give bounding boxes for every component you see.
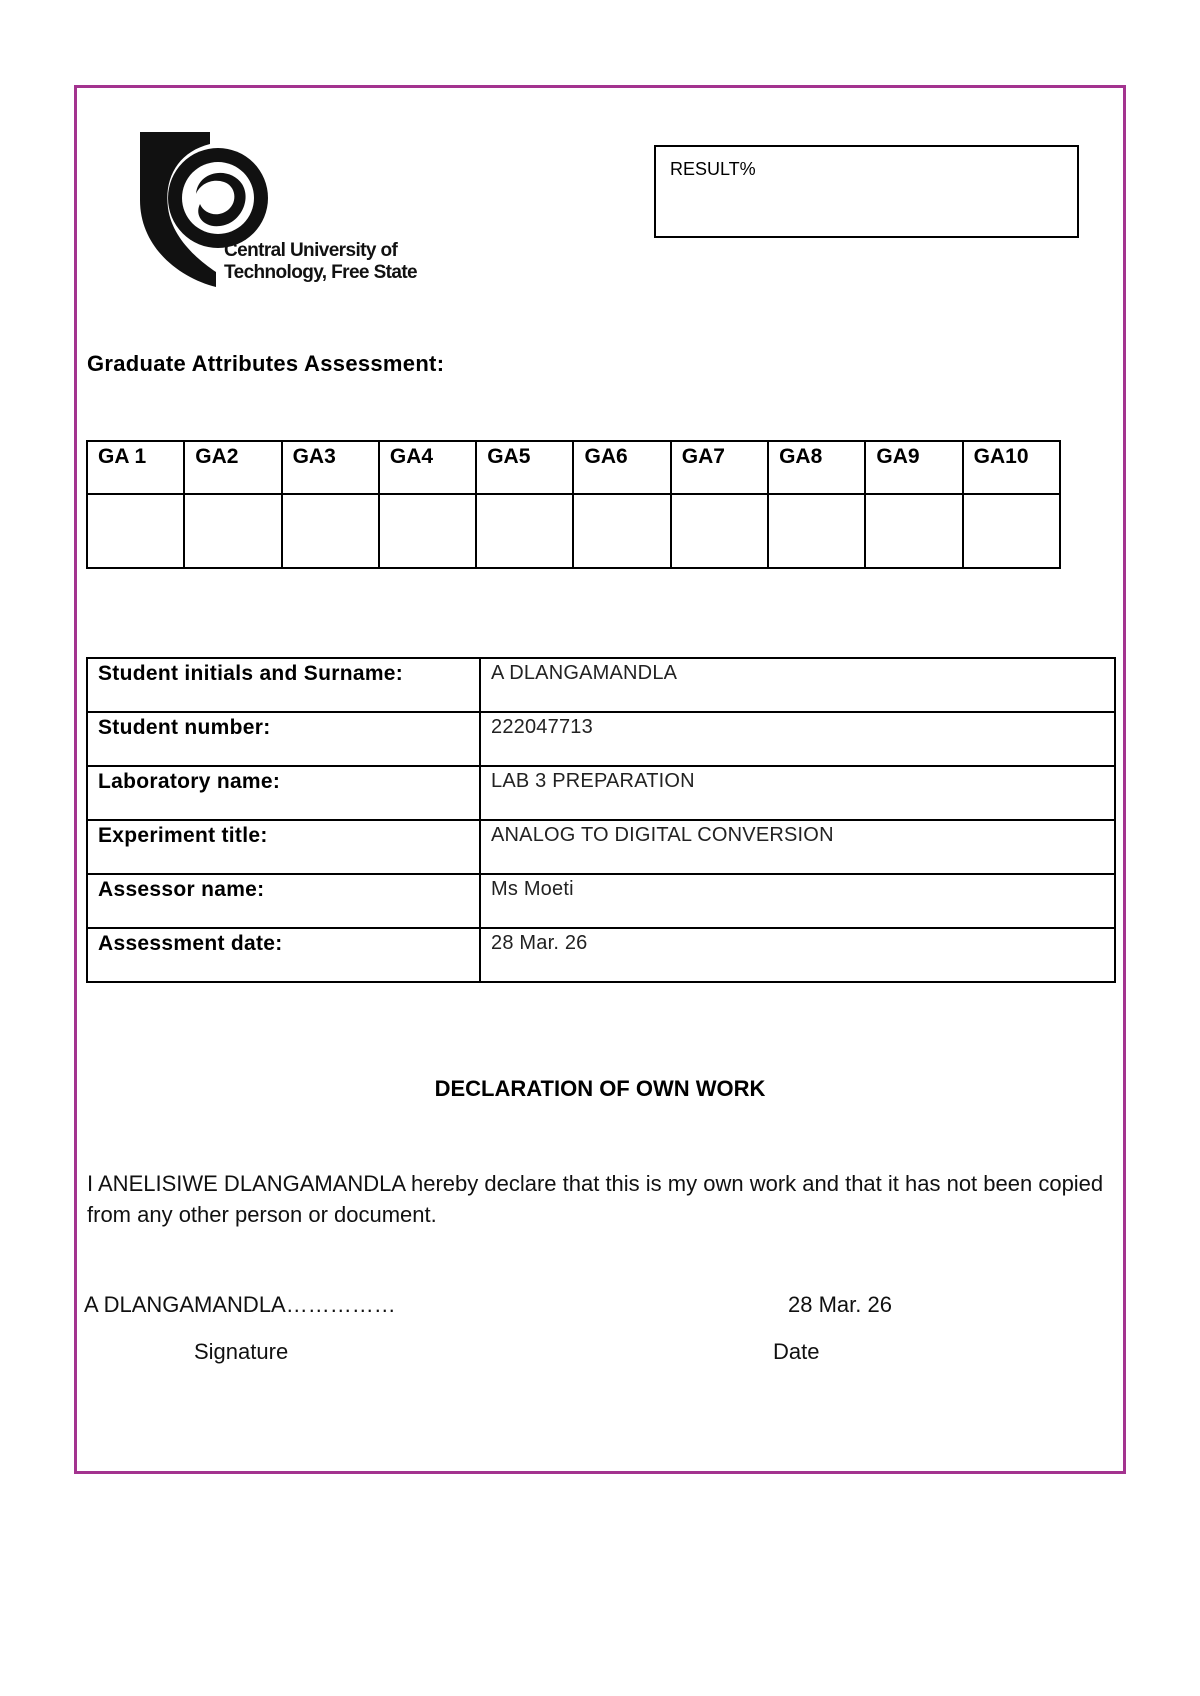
info-label: Student initials and Surname: — [87, 658, 480, 712]
info-row — [87, 766, 1115, 820]
ga-heading: Graduate Attributes Assessment: — [87, 351, 445, 376]
result-box — [654, 145, 1079, 238]
ga-table — [86, 440, 1061, 569]
info-value: ANALOG TO DIGITAL CONVERSION — [480, 820, 1115, 874]
student-info-table — [86, 657, 1116, 983]
info-row — [87, 820, 1115, 874]
ga-header-cell: GA 1 — [87, 441, 184, 494]
ga-header-cell: GA5 — [476, 441, 573, 494]
ga-score-cell — [573, 494, 670, 568]
ga-score-cell — [963, 494, 1060, 568]
info-row — [87, 928, 1115, 982]
info-value: A DLANGAMANDLA — [480, 658, 1115, 712]
ga-score-cell — [865, 494, 962, 568]
info-row — [87, 712, 1115, 766]
ga-header-cell: GA4 — [379, 441, 476, 494]
ga-header-cell: GA8 — [768, 441, 865, 494]
info-row — [87, 874, 1115, 928]
info-value: 222047713 — [480, 712, 1115, 766]
university-name-line2: Technology, Free State — [224, 262, 418, 283]
ga-score-cell — [476, 494, 573, 568]
ga-header-cell: GA10 — [963, 441, 1060, 494]
signature-value: A DLANGAMANDLA…………… — [84, 1292, 396, 1317]
ga-score-cell — [768, 494, 865, 568]
ga-header-cell: GA7 — [671, 441, 768, 494]
info-value: Ms Moeti — [480, 874, 1115, 928]
info-label: Laboratory name: — [87, 766, 480, 820]
ga-header-cell: GA6 — [573, 441, 670, 494]
university-name-line1: Central University of — [224, 240, 398, 261]
ga-header-cell: GA2 — [184, 441, 281, 494]
ga-score-row — [87, 494, 1060, 568]
info-label: Student number: — [87, 712, 480, 766]
ga-header-cell: GA9 — [865, 441, 962, 494]
date-label: Date — [773, 1339, 820, 1364]
info-label: Assessment date: — [87, 928, 480, 982]
declaration-text: I ANELISIWE DLANGAMANDLA hereby declare that this is my own work and that it has not been copied from any other person or document. — [87, 1171, 1104, 1227]
ga-score-cell — [282, 494, 379, 568]
ga-score-cell — [87, 494, 184, 568]
ga-score-cell — [379, 494, 476, 568]
ga-score-cell — [671, 494, 768, 568]
info-row — [87, 658, 1115, 712]
info-label: Experiment title: — [87, 820, 480, 874]
ga-header-row — [87, 441, 1060, 494]
university-name — [224, 240, 417, 284]
info-value: LAB 3 PREPARATION — [480, 766, 1115, 820]
ga-score-cell — [184, 494, 281, 568]
info-label: Assessor name: — [87, 874, 480, 928]
signature-label: Signature — [194, 1339, 289, 1364]
info-value: 28 Mar. 26 — [480, 928, 1115, 982]
declaration-title: DECLARATION OF OWN WORK — [434, 1076, 766, 1101]
date-value: 28 Mar. 26 — [788, 1292, 892, 1317]
ga-header-cell: GA3 — [282, 441, 379, 494]
result-label: RESULT% — [670, 159, 756, 179]
